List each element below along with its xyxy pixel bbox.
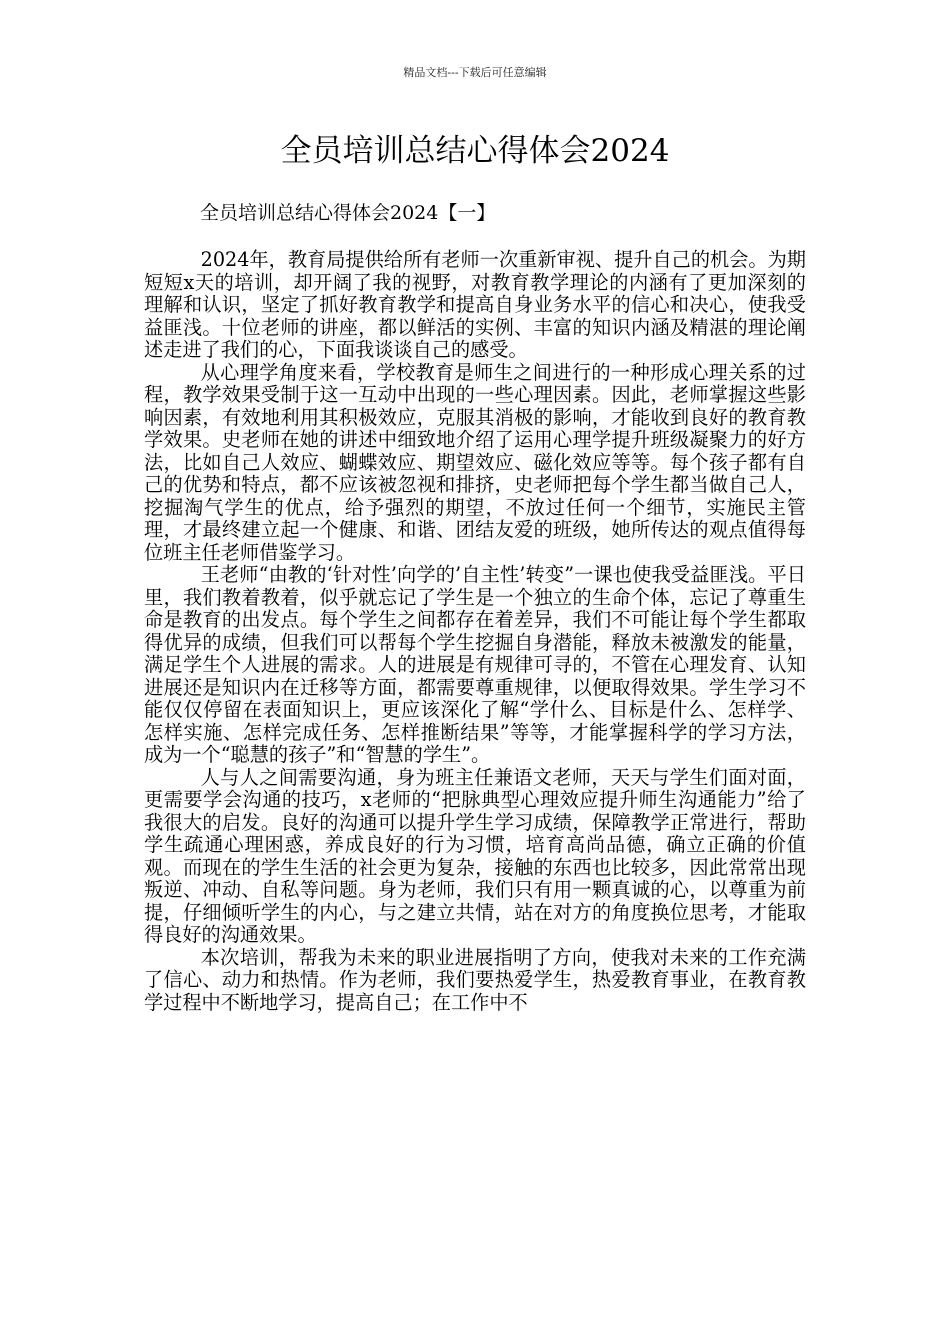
document-title: 全员培训总结心得体会2024 [280,133,670,169]
document-body [144,249,806,1014]
document-subtitle: 全员培训总结心得体会2024【一】 [200,202,496,224]
paragraph-3: 王老师“由教的‘针对性’向学的’自主性’转变”一课也使我受益匪浅。平日里，我们教着教着，似乎就忘记了学生是一个独立的生命个体，忘记了尊重生命是教育的出发点。每个学生之间都存在着差异，我们不可能让每个学生都取得优异的成绩，但我们可以帮每个学生挖掘自身潜能，释放未被激发的能量，满足学生个人进展的需求。人的进展是有规律可寻的，不管在心理发育、认知进展还是知识内在迁移等方面，都需要尊重规律，以便取得效果。学生学习不能仅仅停留在表面知识上，更应该深化了解“学什么、目标是什么、怎样学、怎样实施、怎样完成任务、怎样推断结果”等等，才能掌握科学的学习方法，成为一个“聪慧的孩子”和“智慧的学生”。 [144,563,806,766]
paragraph-1: 2024年，教育局提供给所有老师一次重新审视、提升自己的机会。为期短短x天的培训，却开阔了我的视野，对教育教学理论的内涵有了更加深刻的理解和认识，坚定了抓好教育教学和提高自身业务水平的信心和决心，使我受益匪浅。十位老师的讲座，都以鲜活的实例、丰富的知识内涵及精湛的理论阐述走进了我们的心，下面我谈谈自己的感受。 [144,248,806,361]
paragraph-4: 人与人之间需要沟通，身为班主任兼语文老师，天天与学生们面对面，更需要学会沟通的技巧，x老师的“把脉典型心理效应提升师生沟通能力”给了我很大的启发。良好的沟通可以提升学生学习成绩，保障教学正常进行，帮助学生疏通心理困惑，养成良好的行为习惯，培育高尚品德，确立正确的价值观。而现在的学生生活的社会更为复杂，接触的东西也比较多，因此常常出现叛逆、冲动、自私等问题。身为老师，我们只有用一颗真诚的心，以尊重为前提，仔细倾听学生的内心，与之建立共情，站在对方的角度换位思考，才能取得良好的沟通效果。 [144,765,806,946]
paragraph-2: 从心理学角度来看，学校教育是师生之间进行的一种形成心理关系的过程，教学效果受制于这一互动中出现的一些心理因素。因此，老师掌握这些影响因素，有效地利用其积极效应，克服其消极的影响，才能收到良好的教育教学效果。史老师在她的讲述中细致地介绍了运用心理学提升班级凝聚力的好方法，比如自己人效应、蝴蝶效应、期望效应、磁化效应等等。每个孩子都有自己的优势和特点，都不应该被忽视和排挤，史老师把每个学生都当做自己人，挖掘淘气学生的优点，给予强烈的期望，不放过任何一个细节，实施民主管理，才最终建立起一个健康、和谐、团结友爱的班级，她所传达的观点值得每位班主任老师借鉴学习。 [144,360,806,564]
paragraph-5: 本次培训，帮我为未来的职业进展指明了方向，使我对未来的工作充满了信心、动力和热情。作为老师，我们要热爱学生，热爱教育事业，在教育教学过程中不断地学习，提高自己；在工作中不 [144,945,806,1014]
header-note: 精品文档---下载后可任意编辑 [403,66,547,79]
